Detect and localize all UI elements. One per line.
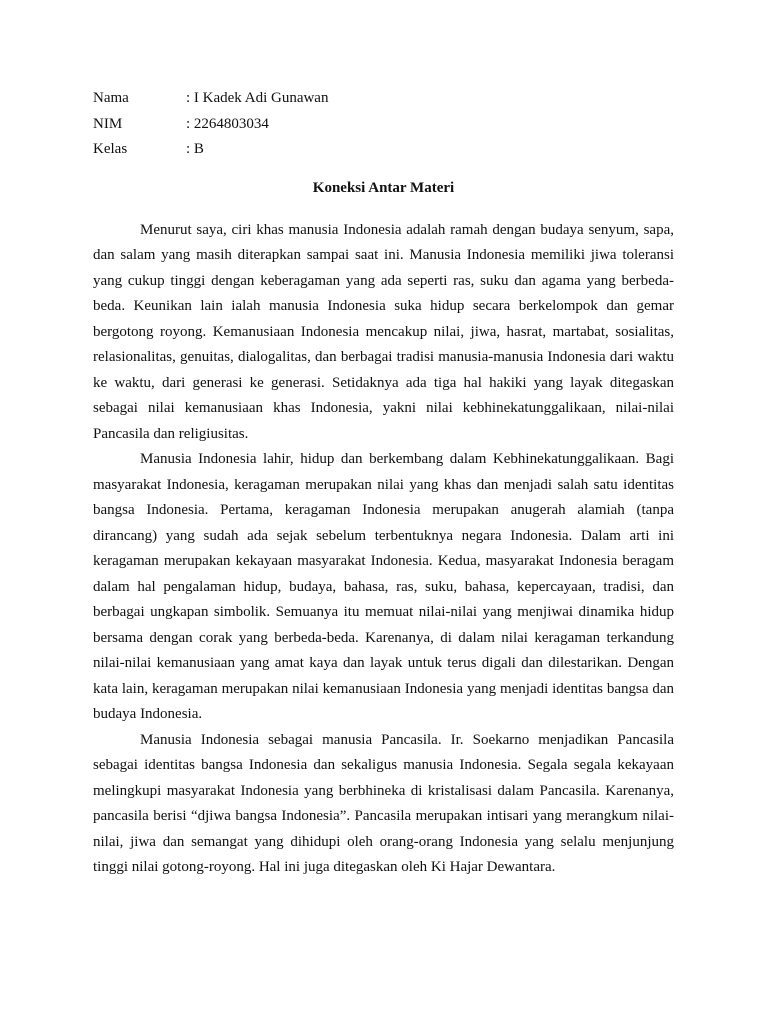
nama-label: Nama <box>93 90 129 106</box>
kelas-row <box>93 137 674 163</box>
nama-row <box>93 86 674 112</box>
kelas-value: : B <box>186 141 204 157</box>
paragraph-2: Manusia Indonesia lahir, hidup dan berkembang dalam Kebhinekatunggalikaan. Bagi masyarakat Indonesia, keragaman merupakan nilai yang khas dan menjadi salah satu identitas bangsa Indonesia. Pertama, keragaman Indonesia merupakan anugerah alamiah (tanpa dirancang) yang sudah ada sejak sebelum terbentuknya negara Indonesia. Dalam arti ini keragaman merupakan kekayaan masyarakat Indonesia. Kedua, masyarakat Indonesia beragam dalam hal pengalaman hidup, budaya, bahasa, ras, suku, bahasa, kepercayaan, tradisi, dan berbagai ungkapan simbolik. Semuanya itu memuat nilai-nilai yang menjiwai dinamika hidup bersama dengan corak yang berbeda-beda. Karenanya, di dalam nilai keragaman terkandung nilai-nilai kemanusiaan yang amat kaya dan layak untuk terus digali dan dilestarikan. Dengan kata lain, keragaman merupakan nilai kemanusiaan Indonesia yang menjadi identitas bangsa dan budaya Indonesia. <box>93 451 674 722</box>
nim-label: NIM <box>93 115 123 132</box>
paragraph-3: Manusia Indonesia sebagai manusia Pancasila. Ir. Soekarno menjadikan Pancasila sebagai identitas bangsa Indonesia dan sekaligus manusia Indonesia. Segala segala kekayaan melingkupi masyarakat Indonesia yang berbhineka di kristalisasi dalam Pancasila. Karenanya, pancasila berisi “djiwa bangsa Indonesia”. Pancasila merupakan intisari yang merangkum nilai-nilai, jiwa dan semangat yang dihidupi oleh orang-orang Indonesia yang selalu menjunjung tinggi nilai gotong-royong. Hal ini juga ditegaskan oleh Ki Hajar Dewantara. <box>93 731 674 875</box>
kelas-label: Kelas <box>93 141 128 157</box>
nama-value: : I Kadek Adi Gunawan <box>186 90 329 106</box>
paragraph-1: Menurut saya, ciri khas manusia Indonesia adalah ramah dengan budaya senyum, sapa, dan salam yang masih diterapkan sampai saat ini. Manusia Indonesia memiliki jiwa toleransi yang cukup tinggi dengan keberagaman yang ada seperti ras, suku dan agama yang berbeda-beda. Keunikan lain ialah manusia Indonesia suka hidup secara berkelompok dan gemar bergotong royong. Kemanusiaan Indonesia mencakup nilai, jiwa, hasrat, martabat, sosialitas, relasionalitas, genuitas, dialogalitas, dan berbagai tradisi manusia-manusia Indonesia dari waktu ke waktu, dari generasi ke generasi. Setidaknya ada tiga hal hakiki yang layak ditegaskan sebagai nilai kemanusiaan khas Indonesia, yakni nilai kebhinekatunggalikaan, nilai-nilai Pancasila dan religiusitas. <box>93 221 674 442</box>
document-title: Koneksi Antar Materi <box>312 179 455 196</box>
nim-row <box>93 112 674 138</box>
document-page <box>93 86 674 881</box>
nim-value: : 2264803034 <box>186 115 269 132</box>
